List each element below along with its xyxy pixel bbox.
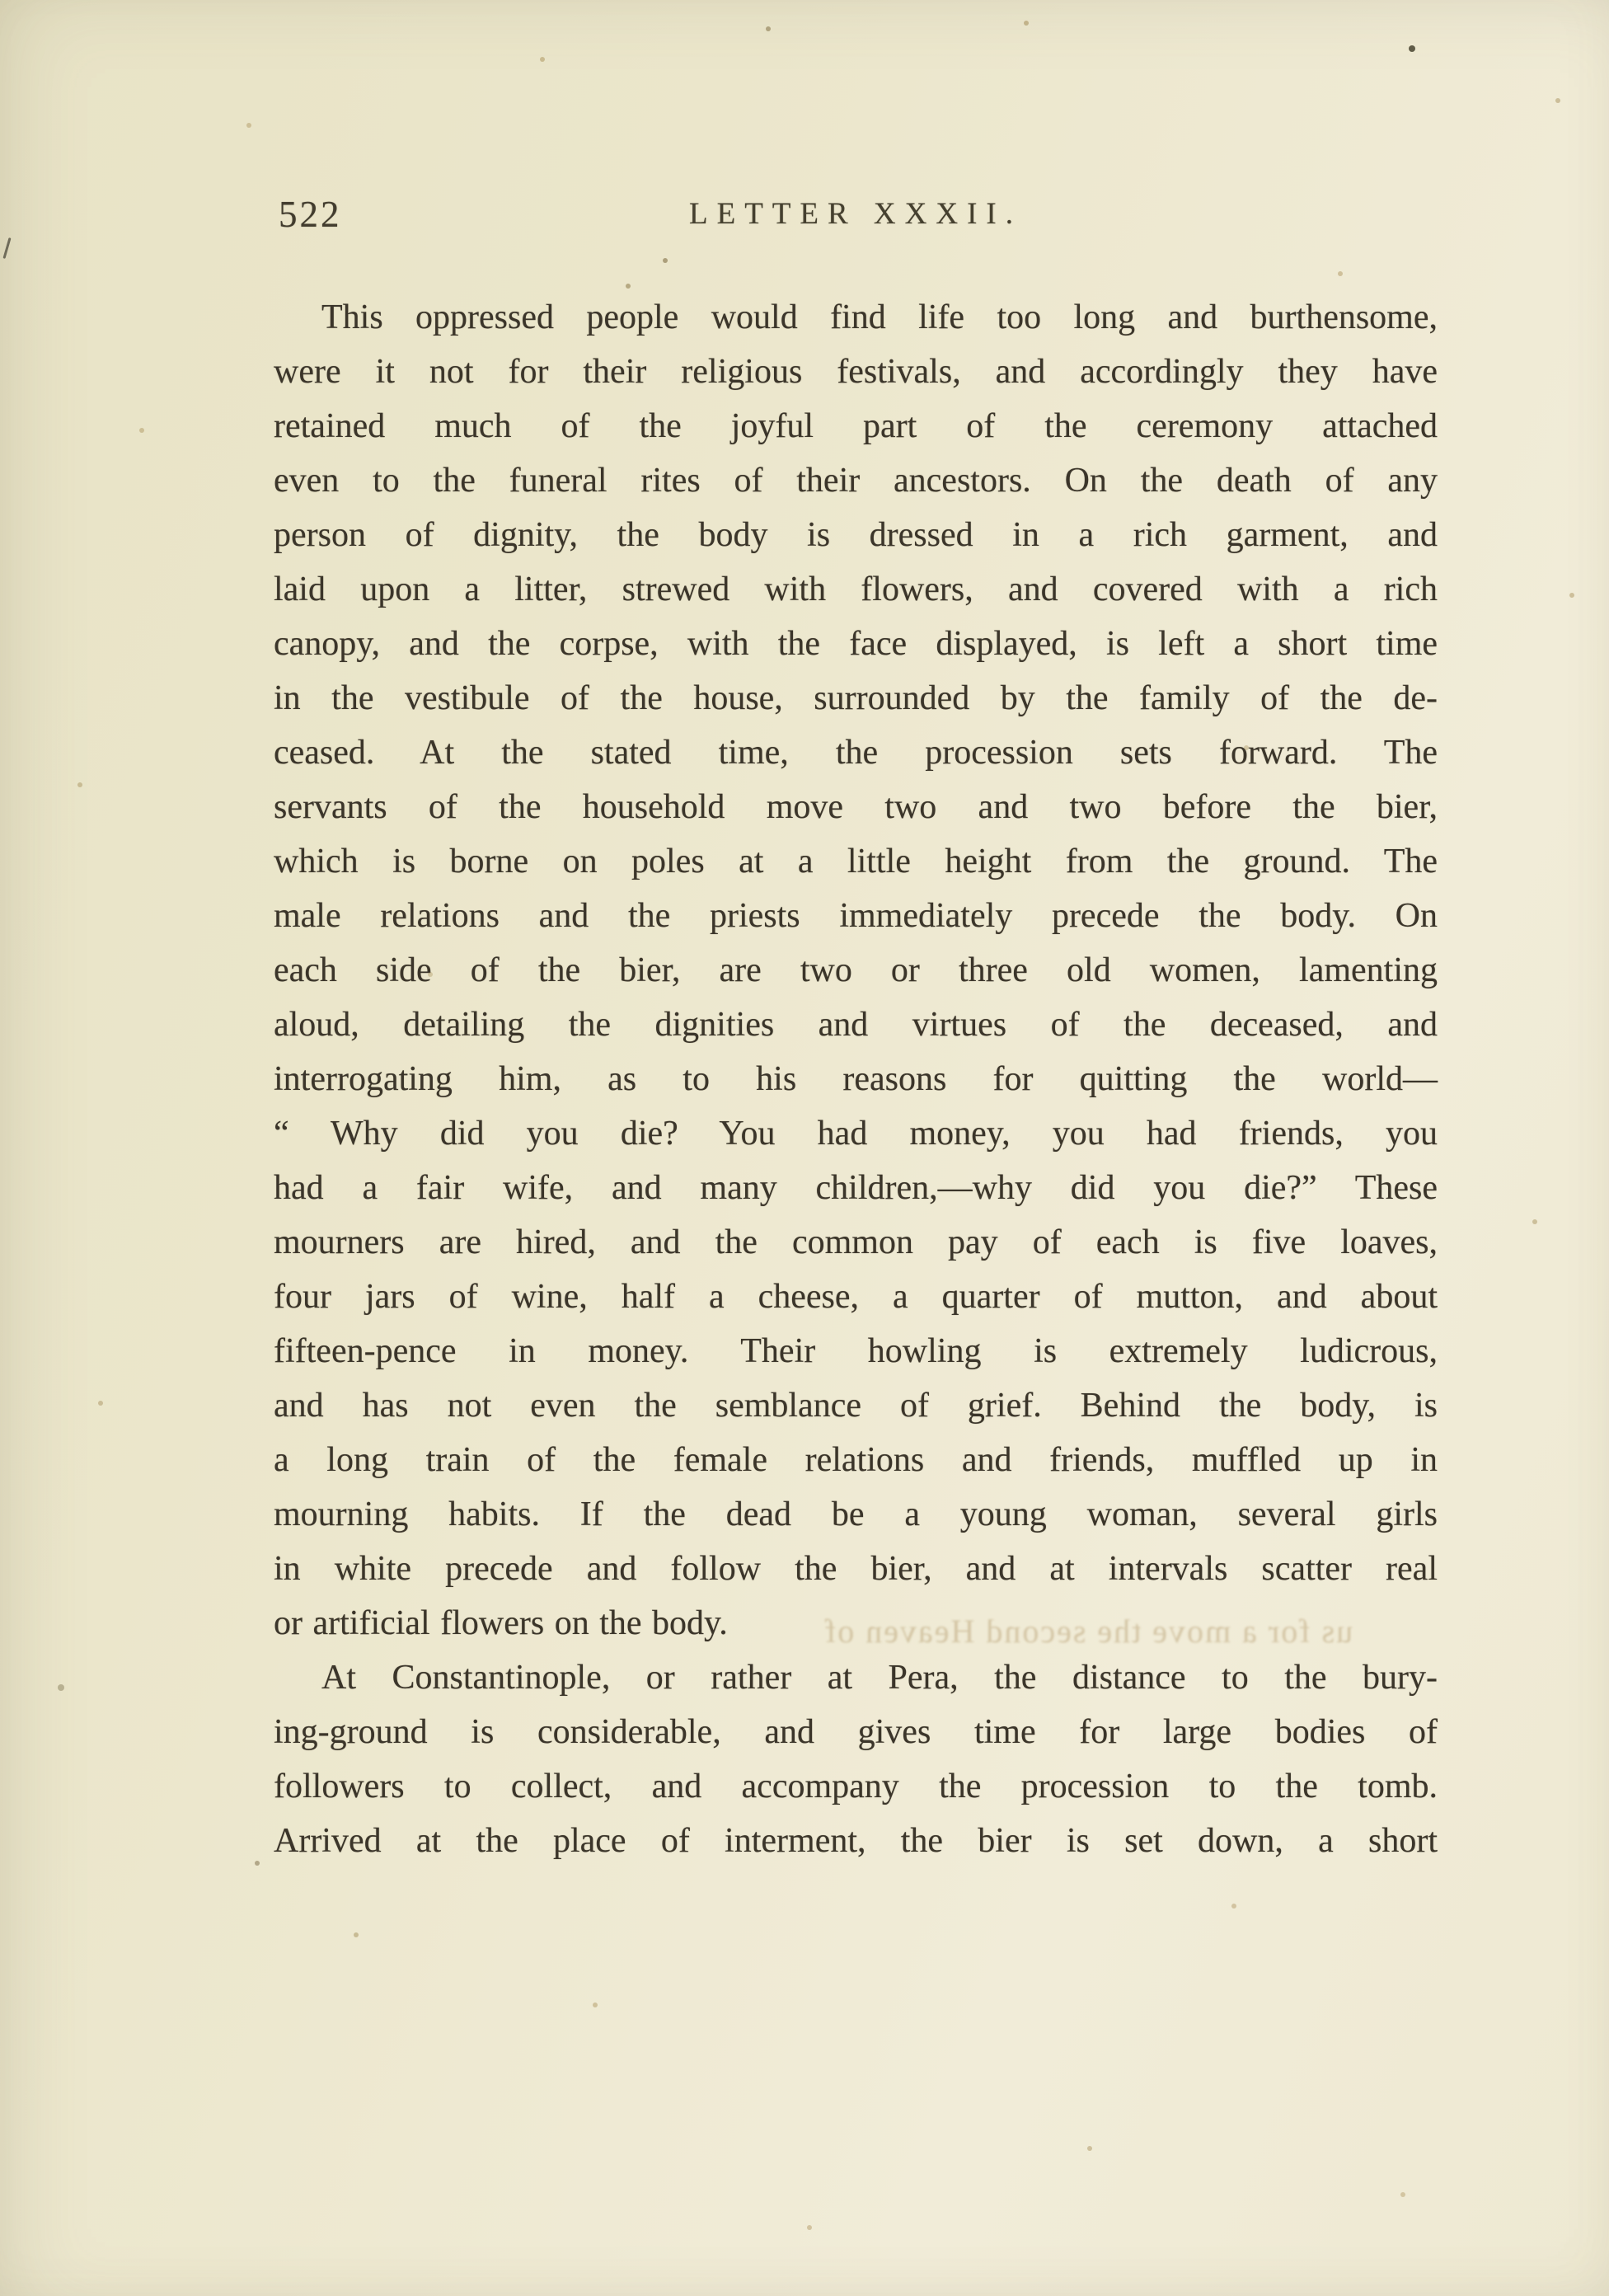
text-line: person of dignity, the body is dressed in a rich garment, and [274,516,1438,554]
text-line: or artificial flowers on the body. [274,1604,728,1642]
text-line: which is borne on poles at a little height from the ground. The [274,843,1438,880]
text-line: Arrived at the place of interment, the bier is set down, a short [274,1822,1438,1860]
text-line: in white precede and follow the bier, and at intervals scatter real [274,1550,1438,1588]
text-line: canopy, and the corpse, with the face displayed, is left a short time [274,625,1438,663]
text-line: servants of the household move two and two before the bier, [274,788,1438,826]
text-line: in the vestibule of the house, surrounded by the family of the de- [274,679,1438,717]
text-line: had a fair wife, and many children,—why did you die?” These [274,1169,1438,1207]
text-line: interrogating him, as to his reasons for quitting the world— [274,1060,1438,1098]
page-header [274,191,1438,244]
text-line: mourning habits. If the dead be a young woman, several girls [274,1495,1438,1533]
running-header-title: LETTER XXXII. [689,197,1022,231]
body-text [274,290,1438,1868]
ink-bleedthrough-ghost: us for a move the second Heaven of [823,1613,1353,1650]
text-line: fifteen-pence in money. Their howling is extremely ludicrous, [274,1332,1438,1370]
text-line: aloud, detailing the dignities and virtues of the deceased, and [274,1006,1438,1044]
text-line: even to the funeral rites of their ancestors. On the death of any [274,462,1438,500]
text-line: This oppressed people would find life too long and burthensome, [321,298,1438,336]
text-line: At Constantinople, or rather at Pera, the distance to the bury- [321,1659,1438,1697]
text-line: were it not for their religious festivals, and accordingly they have [274,353,1438,391]
text-line: followers to collect, and accompany the procession to the tomb. [274,1768,1438,1805]
text-line: each side of the bier, are two or three old women, lamenting [274,951,1438,989]
text-line: laid upon a litter, strewed with flowers, and covered with a rich [274,570,1438,608]
text-line: four jars of wine, half a cheese, a quarter of mutton, and about [274,1278,1438,1316]
text-line: ing-ground is considerable, and gives time for large bodies of [274,1713,1438,1751]
paper-specks [0,0,3,3]
text-line: male relations and the priests immediately precede the body. On [274,897,1438,935]
page-number: 522 [279,194,342,235]
text-line: retained much of the joyful part of the ceremony attached [274,407,1438,445]
text-line: mourners are hired, and the common pay of each is five loaves, [274,1223,1438,1261]
text-line: and has not even the semblance of grief. Behind the body, is [274,1387,1438,1425]
margin-stray-mark [2,237,11,259]
text-line: “ Why did you die? You had money, you had friends, you [274,1115,1438,1153]
text-line: a long train of the female relations and friends, muffled up in [274,1441,1438,1479]
text-line: ceased. At the stated time, the procession sets forward. The [274,734,1438,772]
